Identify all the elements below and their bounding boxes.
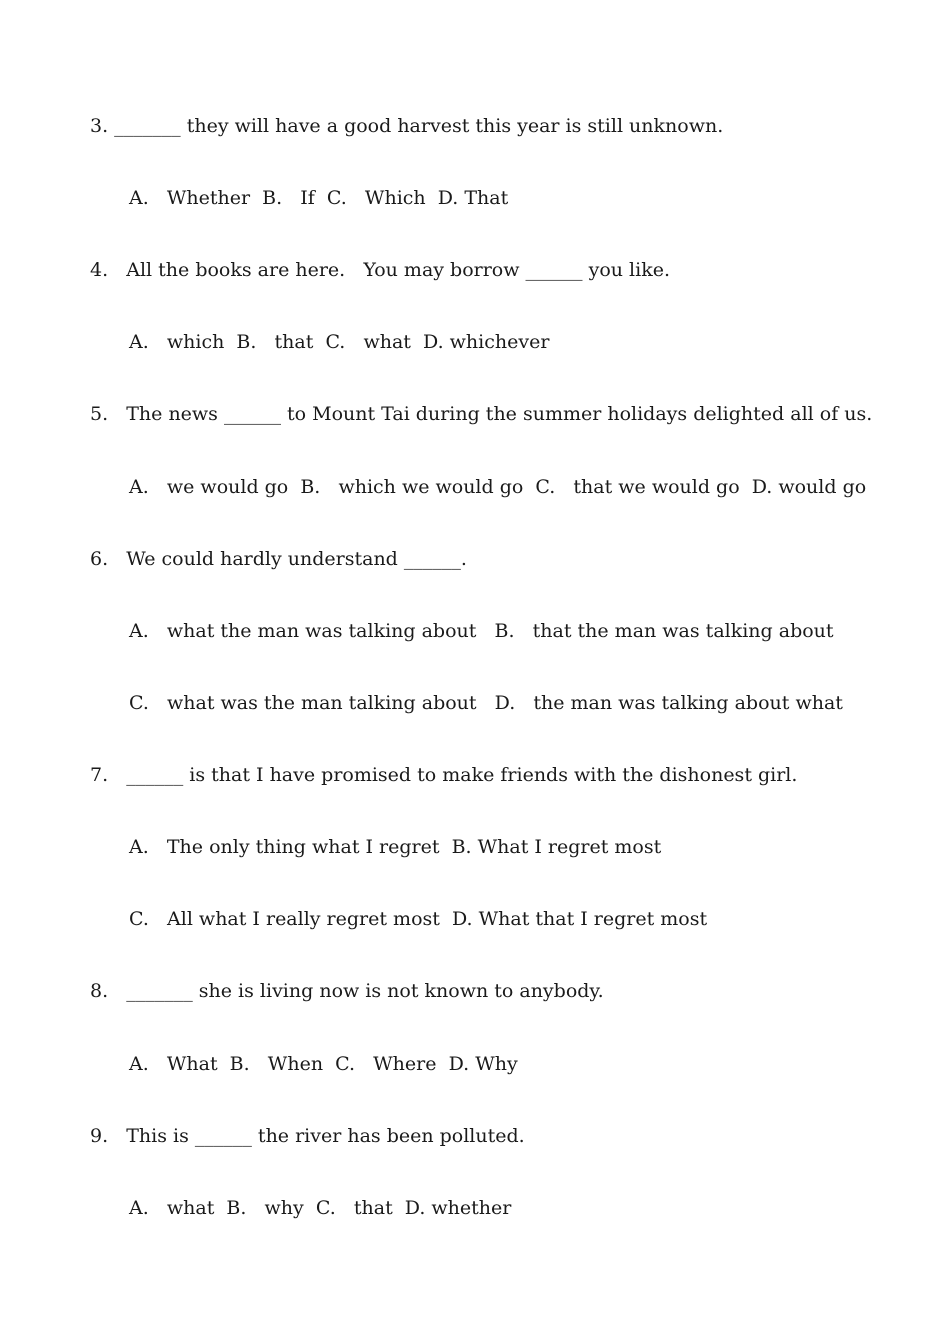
question-3-options: A. Whether B. If C. Which D. That [129, 187, 509, 209]
question-4-options: A. which B. that C. what D. whichever [129, 331, 550, 353]
question-8-stem: 8. _______ she is living now is not known to anybody. [90, 980, 604, 1002]
question-5-stem: 5. The news ______ to Mount Tai during the summer holidays delighted all of us. [90, 403, 873, 425]
question-7-options-cd: C. All what I really regret most D. What that I regret most [129, 908, 708, 930]
question-3-stem: 3. _______ they will have a good harvest this year is still unknown. [90, 115, 724, 137]
question-6-options-cd: C. what was the man talking about D. the man was talking about what [129, 692, 843, 714]
question-8-options: A. What B. When C. Where D. Why [129, 1053, 518, 1075]
question-7-stem: 7. ______ is that I have promised to make friends with the dishonest girl. [90, 764, 798, 786]
question-4-stem: 4. All the books are here. You may borrow ______ you like. [90, 259, 670, 281]
question-6-stem: 6. We could hardly understand ______. [90, 548, 467, 570]
question-9-stem: 9. This is ______ the river has been polluted. [90, 1125, 525, 1147]
question-7-options-ab: A. The only thing what I regret B. What I regret most [129, 836, 662, 858]
question-6-options-ab: A. what the man was talking about B. that the man was talking about [129, 620, 834, 642]
question-5-options: A. we would go B. which we would go C. that we would go D. would go [129, 476, 867, 498]
question-9-options: A. what B. why C. that D. whether [129, 1197, 512, 1219]
